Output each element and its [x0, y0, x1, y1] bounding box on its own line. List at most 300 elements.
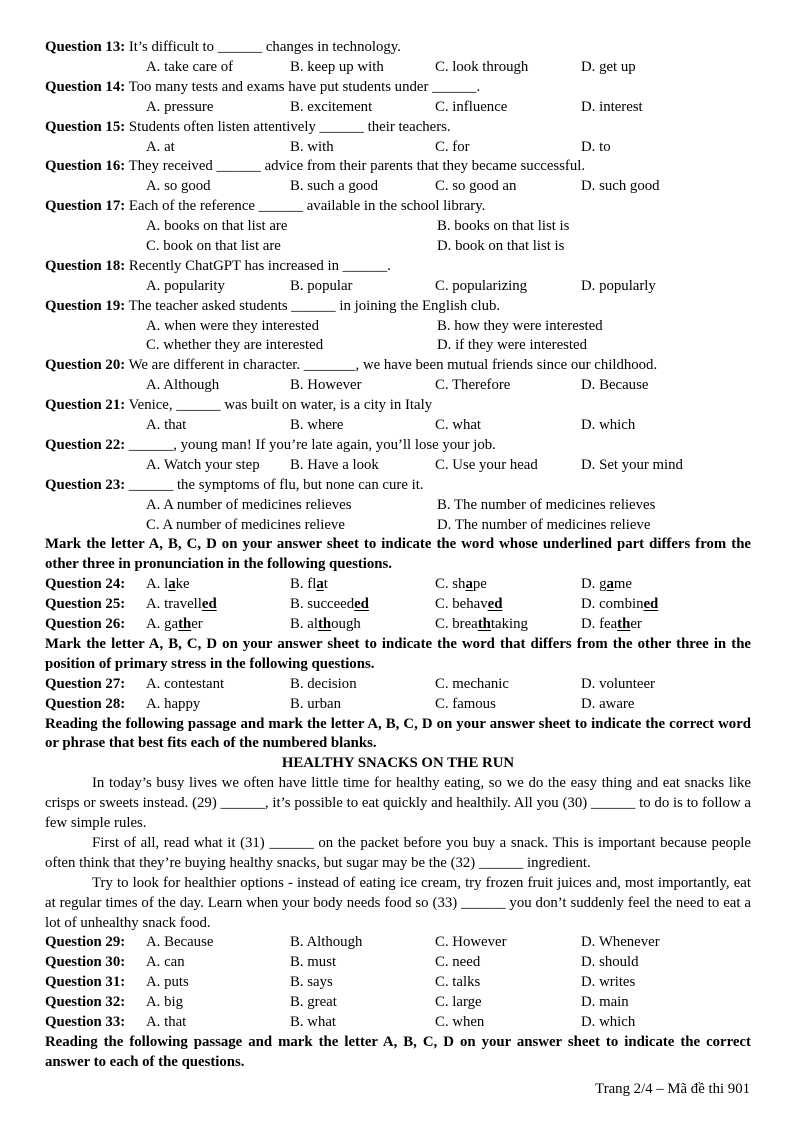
- option-key: D.: [581, 456, 596, 473]
- option-c: [435, 1013, 484, 1033]
- question: [45, 197, 751, 257]
- option-key: A.: [146, 675, 161, 692]
- option-b: [290, 993, 337, 1013]
- question: [45, 157, 751, 197]
- option-row: [45, 277, 751, 297]
- option-key: C.: [435, 138, 449, 155]
- option-key: D.: [581, 58, 596, 75]
- option-c: [435, 58, 528, 78]
- question-stem-line: [45, 396, 751, 416]
- option-c: [146, 336, 323, 356]
- option-b: [290, 138, 334, 158]
- question-inline-row: [45, 953, 751, 973]
- question-inline-row: [45, 973, 751, 993]
- option-b: [290, 695, 341, 715]
- question-stem: Recently ChatGPT has increased in ______.: [128, 257, 391, 274]
- question-label: Question 30:: [45, 954, 126, 971]
- option-key: D.: [581, 576, 596, 593]
- option-key: B.: [290, 456, 304, 473]
- option-c: [435, 138, 470, 158]
- underlined-part: a: [316, 576, 324, 593]
- option-key: A.: [146, 994, 161, 1011]
- option-b: [290, 953, 336, 973]
- passage-title: HEALTHY SNACKS ON THE RUN: [281, 755, 515, 772]
- option-key: D.: [581, 695, 596, 712]
- option-row: [45, 138, 751, 158]
- option-key: C.: [435, 974, 449, 991]
- option-key: B.: [437, 496, 451, 513]
- option-a: [146, 277, 225, 297]
- option-d: [581, 1013, 635, 1033]
- option-text: The number of medicines relieve: [454, 516, 651, 533]
- option-text: Watch your step: [163, 456, 260, 473]
- option-key: B.: [290, 695, 304, 712]
- option-a: [146, 695, 200, 715]
- question: [45, 575, 751, 595]
- option-d: [581, 138, 611, 158]
- option-key: B.: [290, 58, 304, 75]
- option-key: B.: [290, 98, 304, 115]
- option-text: great: [307, 994, 337, 1011]
- option-d: [581, 675, 655, 695]
- option-c: [435, 933, 507, 953]
- option-text: whether they are interested: [163, 337, 324, 354]
- underlined-part: ed: [643, 596, 659, 613]
- option-d: [581, 98, 643, 118]
- question: [45, 973, 751, 993]
- question-label: Question 25:: [45, 596, 126, 613]
- option-b: [290, 58, 384, 78]
- option-c: [435, 675, 509, 695]
- option-text: book on that list is: [455, 237, 565, 254]
- question-label: Question 14:: [45, 78, 126, 95]
- question-label: Question 27:: [45, 675, 126, 692]
- option-key: C.: [435, 456, 449, 473]
- question-stem: We are different in character. _______, we have been mutual friends since our childhood.: [128, 357, 658, 374]
- question-label: Question 23:: [45, 476, 126, 493]
- option-key: D.: [581, 138, 596, 155]
- option-text: Have a look: [307, 456, 379, 473]
- option-key: A.: [146, 695, 161, 712]
- option-key: D.: [581, 954, 596, 971]
- option-a: A. gather: [146, 616, 203, 633]
- underlined-part: ed: [201, 596, 217, 613]
- option-key: D.: [581, 377, 596, 394]
- option-c: [146, 516, 345, 536]
- option-a: [146, 376, 219, 396]
- option-text: get up: [599, 58, 636, 75]
- option-text: such a good: [307, 178, 378, 195]
- option-text: The number of medicines relieves: [454, 496, 656, 513]
- question-stem-line: [45, 38, 751, 58]
- question-stem: They received ______ advice from their parents that they became successful.: [128, 158, 586, 175]
- option-key: A.: [146, 934, 161, 951]
- option-text: what: [452, 417, 482, 434]
- option-row: [45, 376, 751, 396]
- question-stem: It’s difficult to ______ changes in technology.: [128, 39, 401, 55]
- option-b: [290, 376, 362, 396]
- option-key: C.: [146, 237, 160, 254]
- question-inline-row: [45, 1013, 751, 1033]
- question-stem-line: [45, 197, 751, 217]
- option-a: A. lake: [146, 576, 190, 593]
- option-key: C.: [435, 576, 449, 593]
- option-key: B.: [290, 277, 304, 294]
- question-inline-row: [45, 993, 751, 1013]
- option-text: excitement: [307, 98, 373, 115]
- option-key: C.: [435, 934, 449, 951]
- option-row: [45, 456, 751, 476]
- passage-paragraph: In today’s busy lives we often have little time for healthy eating, so we do the easy thing and eat snacks like crisps or sweets instead. (29) ______, it’s possible to eat quickly and healthily. All you (30) ______ to do is to follow a few simple rules.: [45, 775, 751, 832]
- option-d: [437, 336, 587, 356]
- option-b: [290, 973, 333, 993]
- option-key: B.: [437, 218, 451, 235]
- question-inline-row: [45, 933, 751, 953]
- option-row: [45, 416, 751, 436]
- question-label: Question 21:: [45, 397, 126, 414]
- option-c: [435, 416, 481, 436]
- question-stem-line: [45, 297, 751, 317]
- option-b: [290, 277, 352, 297]
- option-key: C.: [435, 695, 449, 712]
- option-b: [437, 317, 603, 337]
- option-text: mechanic: [452, 675, 509, 692]
- question: [45, 675, 751, 695]
- option-key: B.: [290, 974, 304, 991]
- option-key: D.: [581, 596, 596, 613]
- option-a: [146, 973, 189, 993]
- question: [45, 1013, 751, 1033]
- option-text: books on that list is: [454, 218, 570, 235]
- option-key: D.: [581, 178, 596, 195]
- option-text: Although: [163, 377, 220, 394]
- option-c: [435, 695, 496, 715]
- option-text: how they were interested: [454, 317, 603, 334]
- option-key: A.: [146, 596, 161, 613]
- question-stem: Each of the reference ______ available in the school library.: [128, 198, 486, 215]
- option-text: A number of medicines relieves: [163, 496, 352, 513]
- option-d: [581, 177, 660, 197]
- option-key: A.: [146, 218, 161, 235]
- option-c: [435, 177, 516, 197]
- option-text: for: [452, 138, 470, 155]
- option-d: [581, 376, 648, 396]
- underlined-part: th: [178, 616, 192, 633]
- option-c: C. shape: [435, 576, 487, 593]
- underlined-part: th: [617, 616, 631, 633]
- option-key: A.: [146, 456, 161, 473]
- question-label: Question 13:: [45, 39, 126, 55]
- option-key: D.: [581, 675, 596, 692]
- option-key: A.: [146, 576, 161, 593]
- question-label: Question 19:: [45, 297, 126, 314]
- option-b: [290, 98, 372, 118]
- option-text: Because: [164, 934, 214, 951]
- option-text: so good: [164, 178, 211, 195]
- question: [45, 615, 751, 635]
- question-label: Question 22:: [45, 436, 126, 453]
- option-b: [290, 675, 357, 695]
- option-c: [435, 98, 507, 118]
- option-text: urban: [307, 695, 341, 712]
- underlined-part: a: [168, 576, 176, 593]
- option-key: B.: [290, 138, 304, 155]
- question-stem: Too many tests and exams have put students under ______.: [128, 78, 481, 95]
- option-c: [146, 237, 281, 257]
- question: [45, 38, 751, 78]
- question-stem-line: [45, 476, 751, 496]
- option-row: [45, 317, 751, 337]
- question: [45, 118, 751, 158]
- option-d: D. feather: [581, 616, 642, 633]
- option-text: Therefore: [452, 377, 511, 394]
- question: [45, 953, 751, 973]
- option-text: decision: [307, 675, 357, 692]
- question-inline-row: [45, 695, 751, 715]
- option-key: A.: [146, 58, 161, 75]
- option-key: B.: [290, 954, 304, 971]
- option-d: [581, 277, 656, 297]
- option-key: C.: [146, 337, 160, 354]
- option-key: C.: [435, 954, 449, 971]
- option-row: [45, 516, 751, 536]
- option-a: [146, 933, 213, 953]
- option-text: Although: [306, 934, 363, 951]
- option-key: A.: [146, 974, 161, 991]
- option-key: B.: [290, 1014, 304, 1031]
- option-text: says: [307, 974, 333, 991]
- option-text: look through: [452, 58, 529, 75]
- option-row: [45, 98, 751, 118]
- option-key: B.: [290, 417, 304, 434]
- option-row: [45, 237, 751, 257]
- option-key: C.: [435, 417, 449, 434]
- option-d: [581, 456, 683, 476]
- option-b: [290, 1013, 336, 1033]
- underlined-part: a: [606, 576, 614, 593]
- question-stem: The teacher asked students ______ in joining the English club.: [128, 297, 501, 314]
- option-key: C.: [435, 377, 449, 394]
- option-text: main: [599, 994, 629, 1011]
- option-key: B.: [290, 576, 304, 593]
- section-instruction: Mark the letter A, B, C, D on your answer sheet to indicate the word that differs from the other three in the position of primary stress in the following questions.: [45, 635, 751, 672]
- option-text: book on that list are: [163, 237, 281, 254]
- option-a: [146, 58, 233, 78]
- option-a: [146, 217, 287, 237]
- question: [45, 297, 751, 357]
- question-label: Question 33:: [45, 1014, 126, 1031]
- option-key: A.: [146, 954, 161, 971]
- question-stem: Venice, ______ was built on water, is a city in Italy: [128, 397, 433, 414]
- question: [45, 993, 751, 1013]
- option-text: keep up with: [307, 58, 384, 75]
- option-a: [146, 456, 260, 476]
- option-key: C.: [435, 178, 449, 195]
- option-d: [437, 237, 564, 257]
- option-d: [581, 416, 635, 436]
- option-key: D.: [581, 934, 596, 951]
- option-text: big: [164, 994, 184, 1011]
- option-key: B.: [290, 616, 304, 633]
- option-a: [146, 317, 319, 337]
- question-stem-line: [45, 78, 751, 98]
- option-key: D.: [581, 98, 596, 115]
- question: [45, 257, 751, 297]
- question-inline-row: [45, 595, 751, 615]
- option-key: D.: [437, 516, 452, 533]
- option-text: Whenever: [598, 934, 660, 951]
- option-text: which: [599, 1014, 636, 1031]
- option-d: [581, 58, 636, 78]
- option-key: A.: [146, 138, 161, 155]
- option-text: popularizing: [452, 277, 528, 294]
- question: [45, 78, 751, 118]
- option-key: B.: [290, 675, 304, 692]
- option-text: when were they interested: [164, 317, 319, 334]
- option-row: [45, 177, 751, 197]
- option-c: C. behaved: [435, 596, 503, 613]
- option-c: [435, 953, 480, 973]
- option-text: A number of medicines relieve: [162, 516, 345, 533]
- option-text: contestant: [164, 675, 225, 692]
- option-text: can: [164, 954, 185, 971]
- question-stem: ______ the symptoms of flu, but none can cure it.: [128, 476, 424, 493]
- option-text: so good an: [452, 178, 517, 195]
- option-d: [581, 933, 660, 953]
- option-key: D.: [581, 1014, 596, 1031]
- question-stem: Students often listen attentively ______ their teachers.: [128, 118, 451, 135]
- question: [45, 356, 751, 396]
- option-key: D.: [581, 994, 596, 1011]
- option-a: A. travelled: [146, 596, 217, 613]
- option-key: D.: [581, 974, 596, 991]
- option-d: [437, 516, 650, 536]
- option-text: to: [599, 138, 611, 155]
- option-text: pressure: [164, 98, 214, 115]
- question-label: Question 26:: [45, 616, 126, 633]
- option-d: [581, 695, 634, 715]
- option-d: [581, 973, 635, 993]
- option-text: that: [164, 1014, 187, 1031]
- option-key: B.: [437, 317, 451, 334]
- option-text: Set your mind: [599, 456, 683, 473]
- option-key: A.: [146, 178, 161, 195]
- option-key: A.: [146, 1014, 161, 1031]
- underlined-part: ed: [487, 596, 503, 613]
- option-key: C.: [435, 58, 449, 75]
- option-a: [146, 993, 183, 1013]
- option-key: C.: [435, 98, 449, 115]
- option-text: that: [164, 417, 187, 434]
- option-b: [437, 496, 655, 516]
- question-inline-row: [45, 675, 751, 695]
- question-stem: ______, young man! If you’re late again, you’ll lose your job.: [128, 436, 496, 453]
- option-row: [45, 217, 751, 237]
- option-key: D.: [437, 337, 452, 354]
- option-a: [146, 496, 351, 516]
- option-text: must: [307, 954, 337, 971]
- underlined-part: th: [317, 616, 332, 633]
- question-stem-line: [45, 257, 751, 277]
- question-inline-row: [45, 615, 751, 635]
- option-a: [146, 675, 224, 695]
- option-c: [435, 456, 538, 476]
- option-text: popular: [307, 277, 353, 294]
- option-text: popularity: [164, 277, 225, 294]
- question-label: Question 20:: [45, 357, 126, 374]
- page-footer: Trang 2/4 – Mã đề thi 901: [595, 1081, 750, 1097]
- question-label: Question 29:: [45, 934, 126, 951]
- option-b: [290, 177, 378, 197]
- option-d: [581, 953, 639, 973]
- option-key: B.: [290, 377, 304, 394]
- option-key: A.: [146, 417, 161, 434]
- question-stem-line: [45, 118, 751, 138]
- option-text: happy: [164, 695, 201, 712]
- option-key: D.: [581, 616, 596, 633]
- option-c: C. breathtaking: [435, 616, 528, 633]
- question: [45, 396, 751, 436]
- question-label: Question 15:: [45, 118, 126, 135]
- section-instruction: Reading the following passage and mark the letter A, B, C, D on your answer sheet to indicate the correct word or phrase that best fits each of the numbered blanks.: [45, 715, 751, 752]
- underlined-part: ed: [354, 596, 369, 613]
- option-key: C.: [435, 994, 449, 1011]
- option-key: D.: [437, 237, 452, 254]
- question-label: Question 16:: [45, 158, 126, 175]
- document-content: [45, 38, 751, 1073]
- option-text: However: [307, 377, 362, 394]
- option-key: B.: [290, 994, 304, 1011]
- option-key: C.: [146, 516, 160, 533]
- option-c: [435, 973, 480, 993]
- option-b: B. succeeded: [290, 596, 369, 613]
- option-a: [146, 98, 213, 118]
- option-key: A.: [146, 98, 161, 115]
- option-row: [45, 496, 751, 516]
- question-stem-line: [45, 436, 751, 456]
- option-a: [146, 177, 211, 197]
- option-text: Because: [599, 377, 649, 394]
- option-key: A.: [146, 377, 161, 394]
- underlined-part: th: [477, 616, 491, 633]
- option-key: B.: [290, 934, 304, 951]
- option-text: aware: [599, 695, 635, 712]
- option-key: B.: [290, 178, 304, 195]
- option-text: such good: [599, 178, 660, 195]
- question: [45, 695, 751, 715]
- option-a: [146, 138, 175, 158]
- option-text: take care of: [164, 58, 234, 75]
- option-b: [290, 416, 343, 436]
- option-text: need: [452, 954, 481, 971]
- option-text: where: [307, 417, 344, 434]
- option-text: books on that list are: [164, 218, 288, 235]
- option-text: puts: [164, 974, 189, 991]
- option-d: [581, 993, 629, 1013]
- question: [45, 476, 751, 536]
- option-d: D. game: [581, 576, 632, 593]
- option-text: large: [452, 994, 482, 1011]
- question-label: Question 18:: [45, 257, 126, 274]
- section-instruction: Mark the letter A, B, C, D on your answer sheet to indicate the word whose underlined part differs from the other three in pronunciation in the following questions.: [45, 536, 751, 573]
- passage-paragraph: Try to look for healthier options - instead of eating ice cream, try frozen fruit juices and, most importantly, eat at regular times of the day. Learn when your body needs food so (33) ______ you don’t suddenly feel the need to eat a lot of unhealthy snack food.: [45, 874, 751, 931]
- option-key: A.: [146, 317, 161, 334]
- option-b: [290, 456, 379, 476]
- question-label: Question 24:: [45, 576, 126, 593]
- option-key: A.: [146, 277, 161, 294]
- option-key: D.: [581, 417, 596, 434]
- option-a: [146, 953, 185, 973]
